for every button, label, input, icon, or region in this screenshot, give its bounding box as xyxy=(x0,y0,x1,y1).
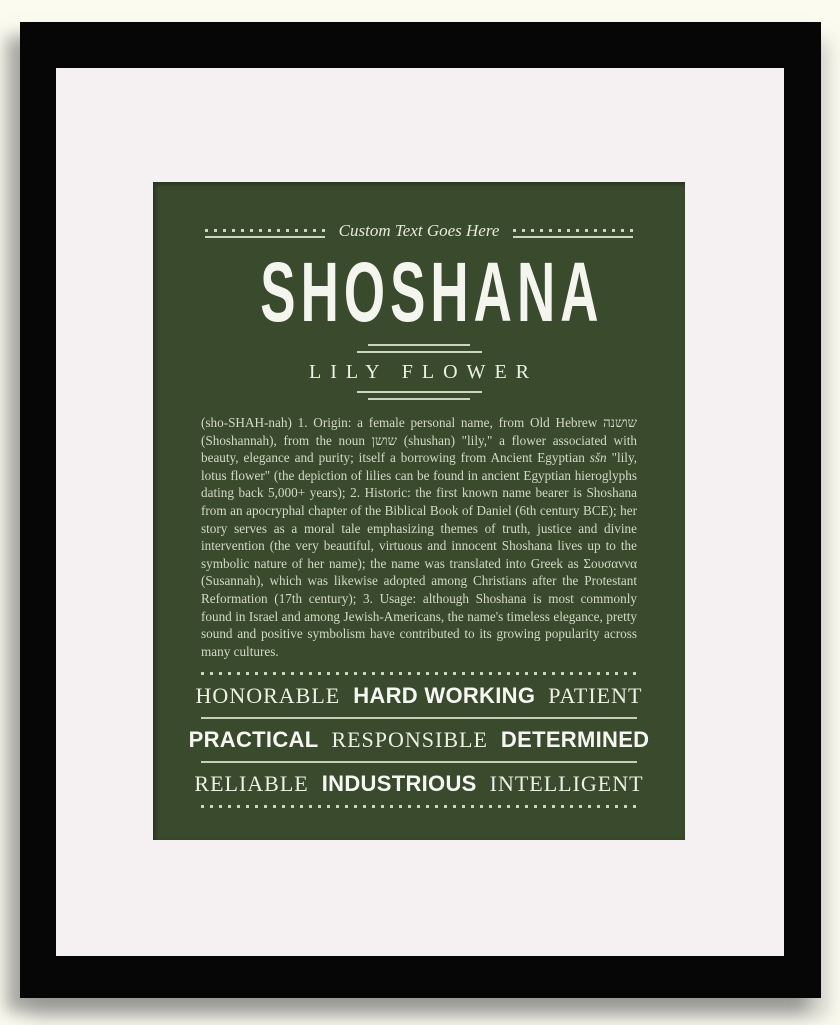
dotted-line-ornament xyxy=(205,229,325,232)
trait-word: INTELLIGENT xyxy=(489,771,644,797)
dotted-line-ornament xyxy=(513,229,633,232)
divider-line-short xyxy=(368,398,470,400)
trait-divider-line xyxy=(201,761,637,763)
trait-row-2 xyxy=(188,727,650,753)
traits-dotted-rule-top xyxy=(201,672,637,675)
trait-word: DETERMINED xyxy=(500,727,650,753)
picture-frame xyxy=(20,22,821,998)
name-meaning: LILY FLOWER xyxy=(308,361,538,383)
divider-line-long xyxy=(357,391,482,393)
name-title: SHOSHANA xyxy=(260,245,604,339)
traits-dotted-rule-bottom xyxy=(201,805,637,808)
art-print xyxy=(153,182,685,840)
trait-word: PATIENT xyxy=(548,683,643,709)
meaning-divider-top xyxy=(153,344,685,353)
name-definition-paragraph xyxy=(201,414,637,660)
header-ornament-row xyxy=(205,221,633,241)
mat-board xyxy=(56,68,784,956)
trait-row-1 xyxy=(195,683,643,709)
trait-word: RELIABLE xyxy=(194,771,309,797)
trait-divider-line xyxy=(201,717,637,719)
trait-word: PRACTICAL xyxy=(188,727,319,753)
divider-line-long xyxy=(357,351,482,353)
definition-italic-word: sšn xyxy=(589,450,607,466)
custom-text-label: Custom Text Goes Here xyxy=(338,221,500,240)
solid-line-ornament xyxy=(513,236,633,238)
definition-text-part2: "lily, lotus flower" (the depiction of lilies can be found in ancient Egyptian hieroglyphs dating back 5,000+ years); 2. Historic: the first known name bearer is Shoshana from an apocryphal chapter of the Biblical Book of Daniel (6th century BCE); her story serves as a moral tale emphasizing themes of truth, justice and divine intervention (the very beautiful, virtuous and innocent Shoshana lives up to the symbolic nature of her name); the name was translated into Greek as Σουσαννα (Susannah), which was likewise adopted among Christians after the Protestant Reformation (17th century); 3. Usage: although Shoshana is most commonly found in Israel and among Jewish-Americans, the name's timeless elegance, pretty sound and positive symbolism have contributed to its growing popularity across many cultures. xyxy=(201,450,637,659)
trait-word: HONORABLE xyxy=(195,683,341,709)
left-dotted-rule xyxy=(205,229,325,238)
trait-word: RESPONSIBLE xyxy=(331,727,488,753)
trait-row-3 xyxy=(194,771,644,797)
solid-line-ornament xyxy=(205,236,325,238)
traits-section xyxy=(188,672,650,808)
name-title-wrap xyxy=(153,245,685,339)
meaning-divider-bottom xyxy=(153,391,685,400)
trait-word: INDUSTRIOUS xyxy=(321,771,477,797)
divider-line-short xyxy=(368,344,470,346)
definition-text-part1: (sho-SHAH-nah) 1. Origin: a female personal name, from Old Hebrew שושנה (Shoshannah), from the noun שושן (shushan) "lily," a flower associated with beauty, elegance and purity; itself a borrowing from Ancient Egyptian xyxy=(201,415,638,466)
trait-word: HARD WORKING xyxy=(353,683,536,709)
right-dotted-rule xyxy=(513,229,633,238)
